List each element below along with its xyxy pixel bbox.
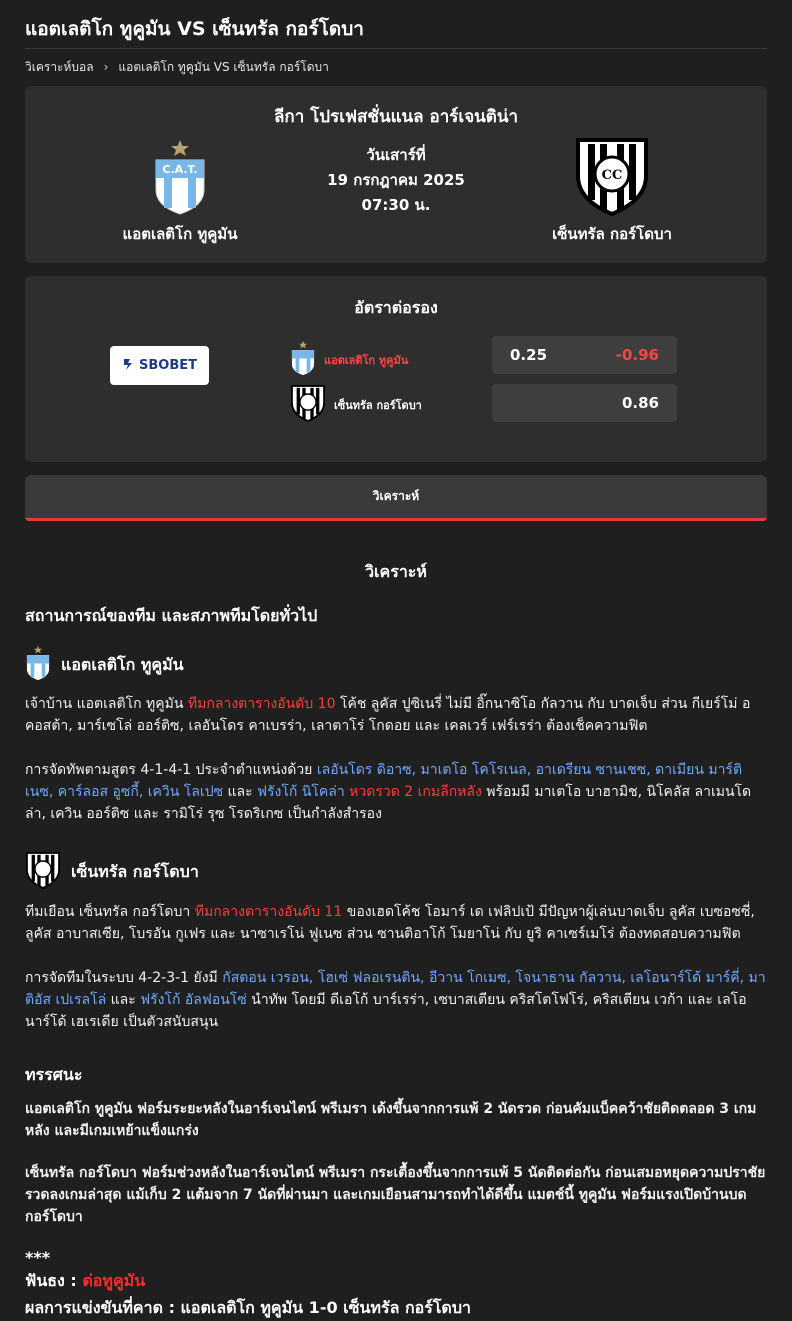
away-team [512,128,712,246]
away-team-crest-icon [290,384,326,425]
handicap-value: 0.25 [510,346,548,364]
prediction-score: แอตเลติโก ทูคูมัน 1-0 เซ็นทรัล กอร์โดบา [180,1298,471,1317]
odds-card [25,276,767,462]
breadcrumb-current: แอตเลติโก ทูคูมัน VS เซ็นทรัล กอร์โดบา [118,59,329,74]
prediction-label: ผลการแข่งขันที่คาด : [25,1298,181,1317]
kickoff-date: 19 กรกฎาคม 2025 [327,171,465,189]
view-heading: ทรรศนะ [25,1065,83,1084]
breadcrumb [25,49,767,85]
odds-away-team-name: เซ็นทรัล กอร์โดบา [334,398,422,412]
odds-home-team [290,340,408,379]
away-team-crest-icon [25,851,61,893]
situation-heading: สถานการณ์ของทีม และสภาพทีมโดยทั่วไป [25,606,318,625]
sbobet-logo-icon [122,357,136,375]
home-team-crest-icon [290,340,316,379]
odds-away-row[interactable] [492,384,677,422]
separator-stars: *** [25,1248,51,1267]
verdict-line [25,1269,767,1294]
verdict-pick: ต่อทูคูมัน [82,1271,146,1290]
match-card [25,86,767,263]
home-team-paragraph-1: เจ้าบ้าน แอตเลติโก ทูคูมัน ทีมกลางตารางอันดับ 10 โค้ช ลูคัส ปูซิเนรี่ ไม่มี อิ๊กนาซิโอ กัลวาน กับ บาดเจ็บ ส่วน กีเยร์โม่ อคอสต้า, มาร์เซโล่ ออร์ติซ, เลอันโดร คาเบรร่า, เลาตาโร่ โกดอย และ เคลเวร์ เฟร์เรร่า ต้องเช็คความฟิต [25,696,751,734]
kickoff-time: 07:30 น. [361,196,431,214]
home-price: -0.96 [615,346,659,364]
odds-home-row[interactable] [492,336,677,374]
home-team-paragraph-2: การจัดทัพตามสูตร 4-1-4-1 ประจำตำแหน่งด้วย เลอันโดร ดิอาซ, มาเตโอ โคโรเนล, อาเดรียน ซานเชซ, ดาเมียน มาร์ติเนซ, คาร์ลอส อูซกี้, เควิน โลเปซ และ ฟรังโก้ นิโคล่า หวดรวด 2 เกมลีกหลัง พร้อมมี มาเตโอ บาฮามิช, นิโคลัส ลาเมนโดล่า, เควิน ออร์ติซ และ รามิโร่ รุซ โรดริเกซ เป็นกำลังสำรอง [25,762,752,822]
odds-title: อัตราต่อรอง [354,298,438,317]
page-title: แอตเลติโก ทูคูมัน VS เซ็นทรัล กอร์โดบา [25,18,364,40]
analysis-heading: วิเคราะห์ [365,562,427,581]
home-team-heading [25,645,767,685]
view-paragraph-2: เซ็นทรัล กอร์โดบา ฟอร์มช่วงหลังในอาร์เจนไตน์ พรีเมรา กระเตื้องขึ้นจากการแพ้ 5 นัดติดต่อกัน ก่อนเสมอหยุดความปราชัยรวดลงเกมล่าสุด แม้เก็บ 2 แต้มจาก 7 นัดที่ผ่านมา และเกมเยือนสามารถทำได้ดีขึ้น แมตช์นี้ ทูคูมัน ฟอร์มแรงเปิดบ้านบด กอร์โดบา [25,1165,766,1225]
away-team-crest-icon [512,128,712,216]
verdict-label: ฟันธง : [25,1271,83,1290]
svg-text:C.A.T.: C.A.T. [162,163,198,176]
away-team-paragraph-1: ทีมเยือน เซ็นทรัล กอร์โดบา ทีมกลางตารางอันดับ 11 ของเฮดโค้ช โอมาร์ เด เฟลิปเป้ มีปัญหาผู้เล่นบาดเจ็บ ลูคัส เบซอซซี่, ลูคัส อาบาสเซีย, โบรอัน กูเฟร และ นาซาเรโน่ ฟูเนซ ส่วน ซานติอาโก้ โมยาโน่ กับ ยูริ คาเซร์เมโร่ ต้องทดสอบความฟิต [25,904,755,942]
home-team-heading-name: แอตเลติโก ทูคูมัน [61,654,184,674]
tab-analysis[interactable]: วิเคราะห์ [25,475,767,521]
home-team-name: แอตเลติโก ทูคูมัน [122,225,238,243]
odds-away-team [290,384,422,425]
away-price: 0.86 [621,394,659,412]
home-team-crest-icon [25,645,51,685]
away-team-paragraph-2: การจัดทีมในระบบ 4-2-3-1 ยังมี กัสตอน เวรอน, โฮเซ่ ฟลอเรนติน, อีวาน โกเมซ, โจนาธาน กัลวาน, เลโอนาร์โด้ มาร์คี่, มาติอัส เปเรลโล่ และ ฟรังโก้ อัลฟอนโซ่ นำทัพ โดยมี ดีเอโก้ บาร์เรร่า, เซบาสเตียน คริสโตโฟโร่, คริสเตียน เวก้า และ เลโอนาร์โด้ เฮเรเดีย เป็นตัวสนับสนุน [25,970,766,1030]
bookmaker-logo[interactable] [110,346,209,385]
league-name: ลีกา โปรเฟสชั่นแนล อาร์เจนติน่า [273,107,518,127]
breadcrumb-home-link[interactable]: วิเคราะห์บอล [25,59,94,74]
away-team-name: เซ็นทรัล กอร์โดบา [552,225,672,243]
kickoff-day: วันเสาร์ที่ [366,146,426,164]
bookmaker-name: SBOBET [139,358,197,373]
chevron-right-icon: › [103,60,109,74]
prediction-line [25,1296,767,1321]
view-paragraph-1: แอตเลติโก ทูคูมัน ฟอร์มระยะหลังในอาร์เจนไตน์ พรีเมรา เด้งขึ้นจากการแพ้ 2 นัดรวด ก่อนคัมแบ็คคว้าชัยติดตลอด 3 เกมหลัง และมีเกมเหย้าแข็งแกร่ง [25,1101,757,1139]
odds-home-team-name: แอตเลติโก ทูคูมัน [324,353,409,367]
away-team-heading [25,851,767,893]
svg-text:CC: CC [601,168,623,183]
away-team-heading-name: เซ็นทรัล กอร์โดบา [71,861,199,881]
